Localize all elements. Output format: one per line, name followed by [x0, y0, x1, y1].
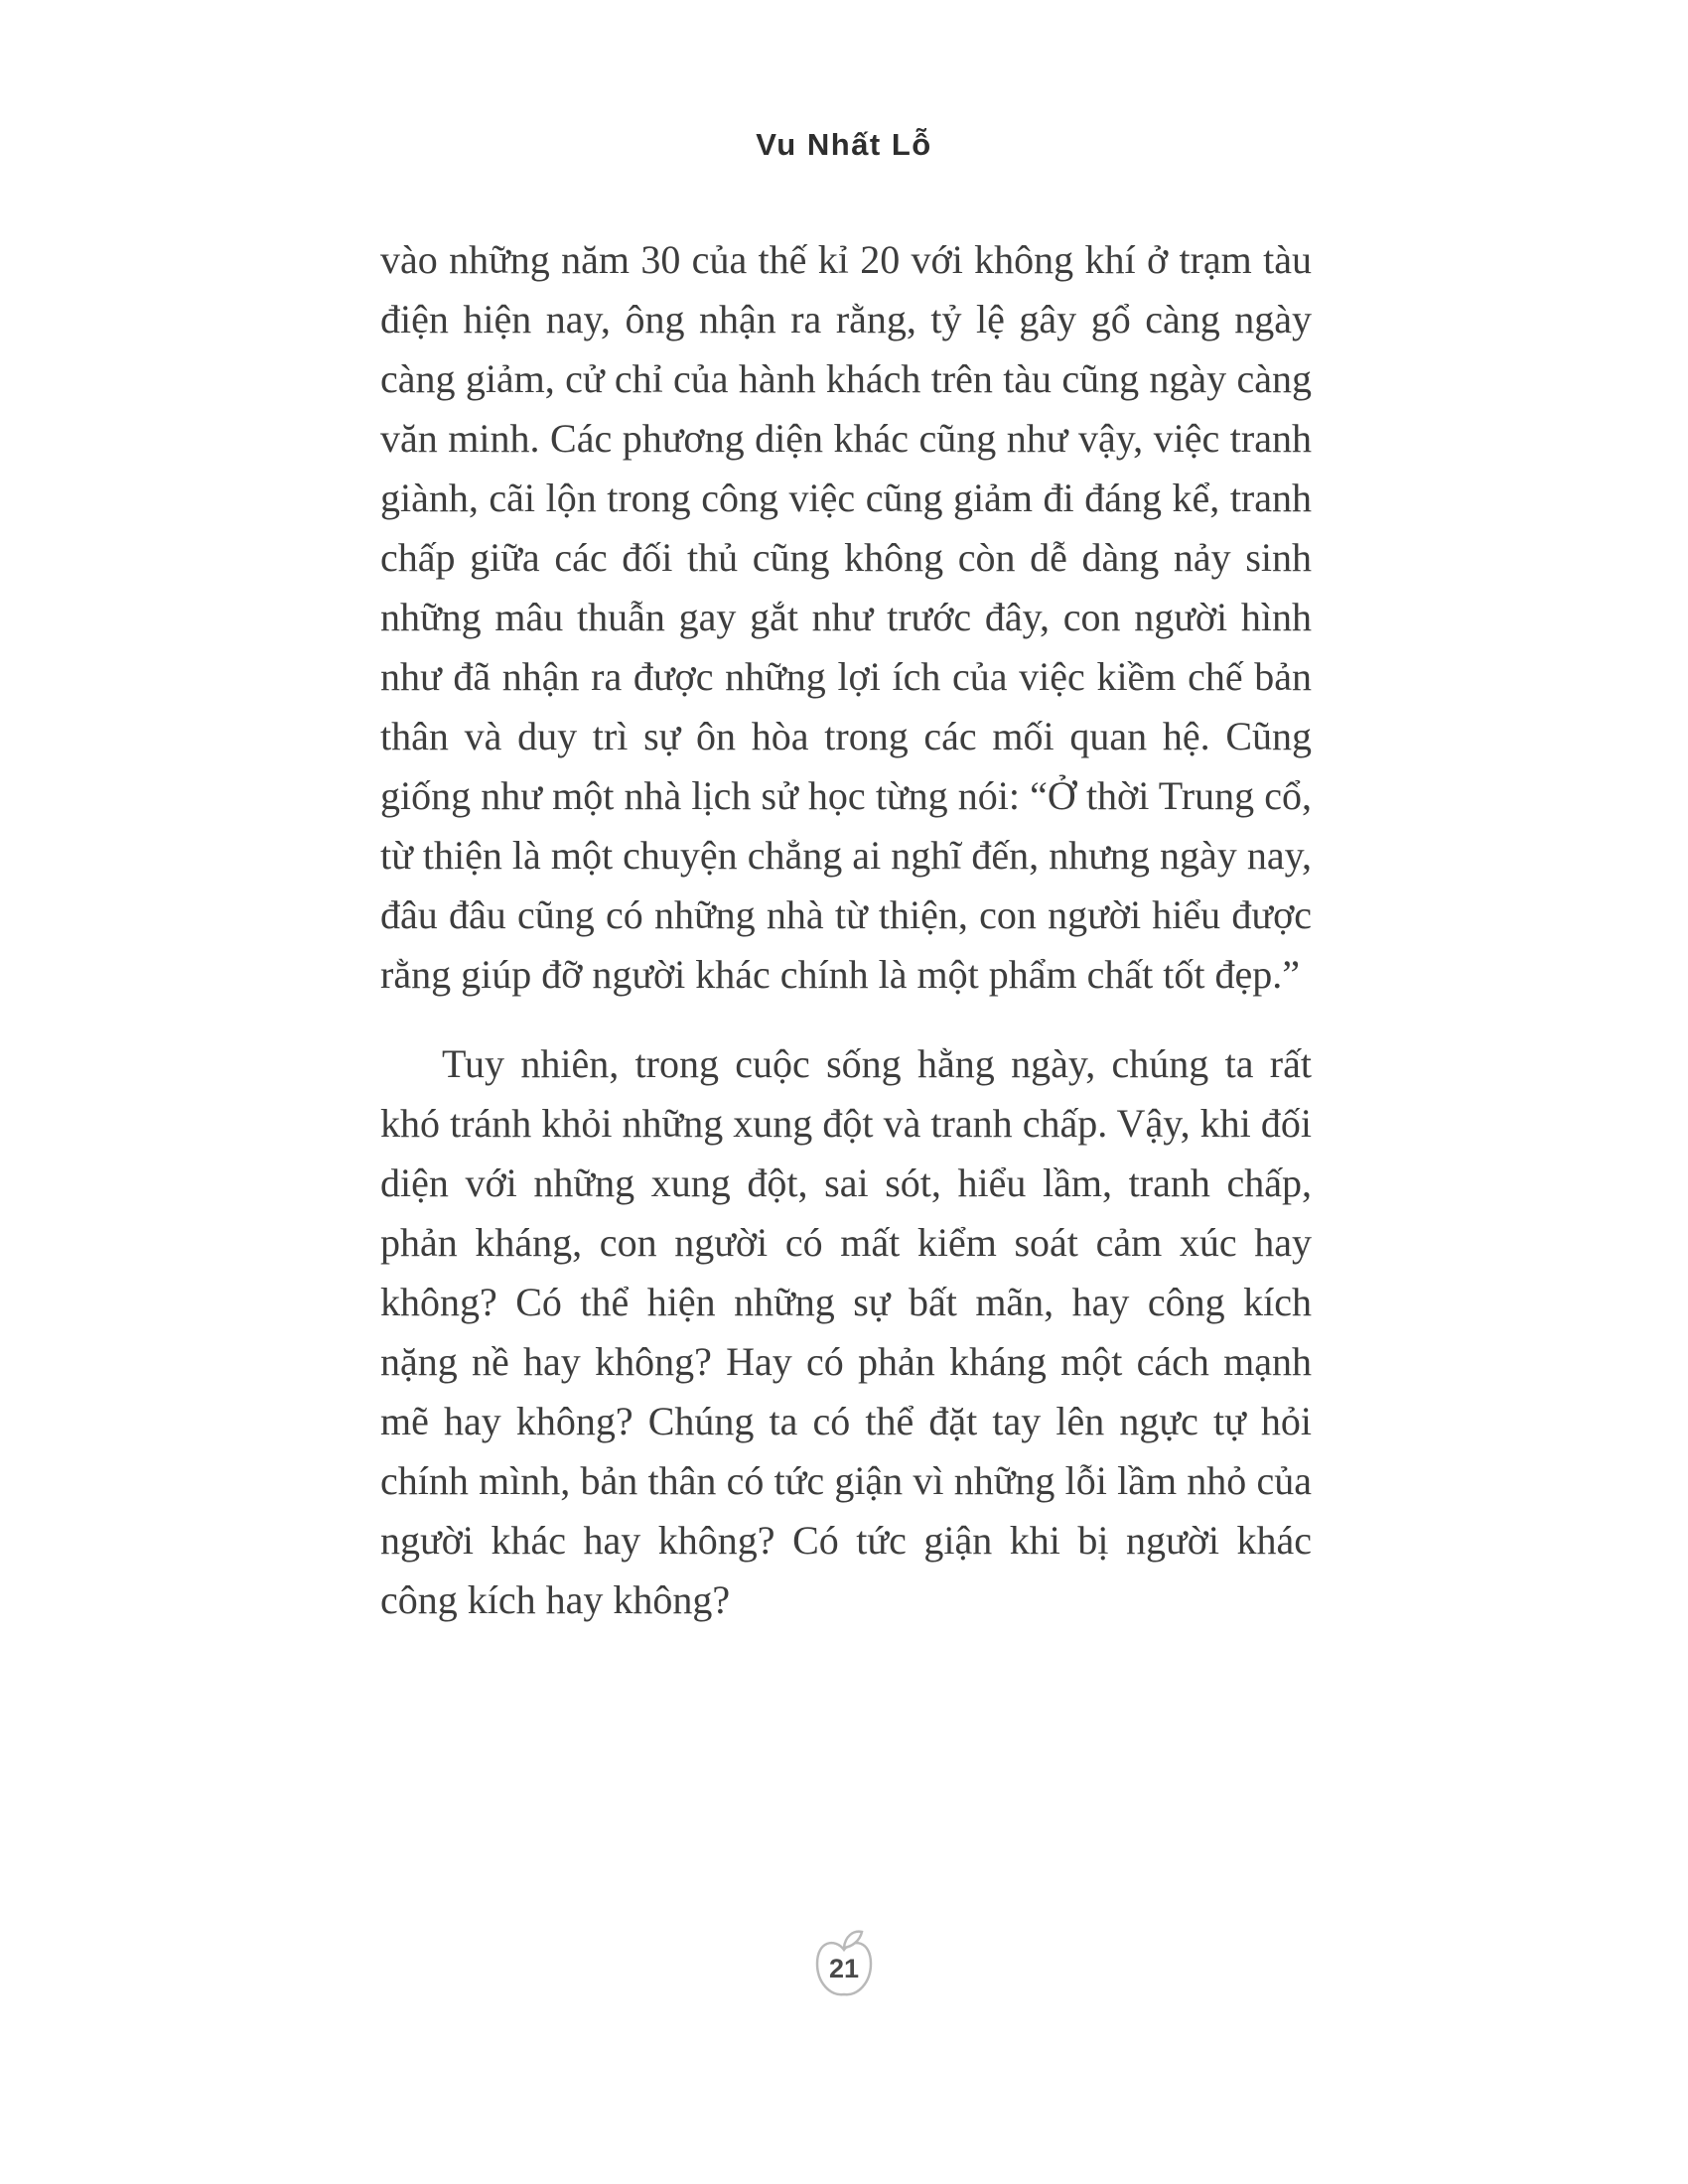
- paragraph-1: vào những năm 30 của thế kỉ 20 với không khí ở trạm tàu điện hiện nay, ông nhận ra rằng, tỷ lệ gây gổ càng ngày càng giảm, cử chỉ của hành khách trên tàu cũng ngày càng văn minh. Các phương diện khác cũng như vậy, việc tranh giành, cãi lộn trong công việc cũng giảm đi đáng kể, tranh chấp giữa các đối thủ cũng không còn dễ dàng nảy sinh những mâu thuẫn gay gắt như trước đây, con người hình như đã nhận ra được những lợi ích của việc kiềm chế bản thân và duy trì sự ôn hòa trong các mối quan hệ. Cũng giống như một nhà lịch sử học từng nói: “Ở thời Trung cổ, từ thiện là một chuyện chẳng ai nghĩ đến, nhưng ngày nay, đâu đâu cũng có những nhà từ thiện, con người hiểu được rằng giúp đỡ người khác chính là một phẩm chất tốt đẹp.”: [380, 237, 1312, 997]
- page-number: 21: [828, 1954, 860, 1983]
- paragraph-2: Tuy nhiên, trong cuộc sống hằng ngày, chúng ta rất khó tránh khỏi những xung đột và tranh chấp. Vậy, khi đối diện với những xung đột, sai sót, hiểu lầm, tranh chấp, phản kháng, con người có mất kiểm soát cảm xúc hay không? Có thể hiện những sự bất mãn, hay công kích nặng nề hay không? Hay có phản kháng một cách mạnh mẽ hay không? Chúng ta có thể đặt tay lên ngực tự hỏi chính mình, bản thân có tức giận vì những lỗi lầm nhỏ của người khác hay không? Có tức giận khi bị người khác công kích hay không?: [380, 1041, 1312, 1622]
- author-header: Vu Nhất Lỗ: [756, 127, 932, 162]
- page-number-badge: [0, 1924, 1688, 2001]
- body-text: [380, 230, 1312, 1630]
